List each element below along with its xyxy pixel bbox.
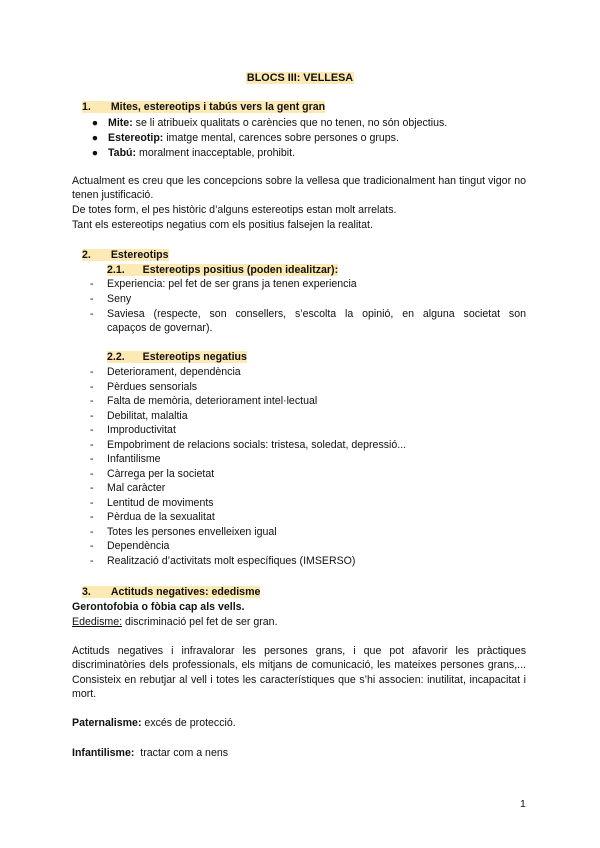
list-item-text: Mal caràcter [107, 482, 166, 494]
section-2-title: Estereotips [110, 249, 169, 261]
list-item-text: Improductivitat [107, 424, 176, 436]
subsection-2-1-number: 2.1. [107, 264, 143, 276]
gerontofobia-line: Gerontofobia o fòbia cap als vells. [72, 601, 245, 613]
mite-term: Mite: [108, 117, 133, 129]
dash-marker: - [90, 424, 94, 436]
dash-marker: - [90, 380, 94, 393]
list-item-text: Falta de memòria, deteriorament intel·lectual [107, 395, 318, 407]
section-2-number: 2. [82, 249, 111, 261]
paragraph: De totes form, el pes històric d’alguns estereotips estan molt arrelats. [72, 204, 397, 216]
dash-marker: - [90, 540, 94, 552]
subsection-2-1-heading [107, 263, 338, 277]
bullet-icon: ● [91, 147, 99, 159]
section-3-number: 3. [82, 586, 111, 598]
list-item-text: Dependència [107, 540, 170, 552]
list-item-text: Realització d’activitats molt específiques (IMSERSO) [107, 554, 356, 567]
estereotip-term: Estereotip: [108, 132, 164, 144]
section-3-title: Actituds negatives: ededisme [110, 586, 261, 598]
subsection-2-2-number: 2.2. [107, 351, 143, 363]
section-1-title: Mites, estereotips i tabús vers la gent gran [110, 101, 326, 113]
dash-marker: - [90, 409, 94, 422]
infantilisme-definition: Infantilisme: tractar com a nens [72, 747, 229, 759]
document-title: BLOCS III: VELLESA [246, 72, 354, 84]
paragraph: Actituds negatives i infravalorar les persones grans, i que pot afavorir les pràctiques discriminatòries dels professionals, els mitjans de comunicació, les mateixes persones grans,... Consisteix en rebutjar al vell i totes les característiques que s’hi associen: inutilitat, incapacitat i mort. [72, 645, 526, 701]
dash-marker: - [90, 511, 94, 523]
list-item-text: Empobriment de relacions socials: tristesa, soledat, depressió... [107, 438, 407, 451]
tabu-term: Tabú: [108, 147, 137, 159]
bullet-icon: ● [91, 117, 99, 129]
dash-marker: - [90, 395, 94, 407]
document-page: BLOCS III: VELLESA 1. Mites, estereotips i tabús vers la gent gran ● Mite: se li atribueix qualitats o carències que no tenen, no són objectius. ● Estereotip: imatge mental, carences sobre persones o grups. ● Tabú: moralment inacceptable, prohibit. Actualment es creu que les concepcions sobre la vellesa que tradicionalment han tingut vigor no tenen justificació. De totes form, el pes històric d’alguns estereotips estan molt arrelats. Tant els estereotips negatius com els positius falsejen la realitat. 2. Estereotips 2.1. Estereotips positius (poden idealitzar): - Experiencia: pel fet de ser grans ja tenen experiencia - Seny - Saviesa (respecte, son consellers, s’escolta la opinió, en alguna societat son capaços de governar). 2.2. Estereotips negatius - Deteriorament, dependència - Pèrdues sensorials - Falta de memòria, deteriorament intel·lectual - Debilitat, malaltia - Improductivitat - Empobriment de relacions socials: tristesa, soledat, depressió... - Infantilisme - Càrrega per la societat - Mal caràcter - Lentitud de moviments - Pèrdua de la sexualitat - Totes les persones envelleixen igual - Dependència - Realització d’activitats molt específiques (IMSERSO) 3. Actituds negatives: ededisme Gerontofobia o fòbia cap als vells. Ededisme: discriminació pel fet de ser gran. Actituds negatives i infravalorar les persones grans, i que pot afavorir les pràctiques discriminatòries dels professionals, els mitjans de comunicació, les mateixes persones grans,... Consisteix en rebutjar al vell i totes les característiques que s’hi associen: inutilitat, incapacitat i mort. Paternalisme: excés de protecció. Infantilisme: tractar com a nens 1 [0, 0, 600, 848]
subsection-2-1-title: Estereotips positius (poden idealitzar): [142, 264, 339, 276]
dash-marker: - [90, 525, 94, 538]
bullet-icon: ● [91, 132, 99, 144]
page-number: 1 [520, 798, 526, 810]
dash-marker: - [90, 467, 94, 480]
list-item-text: Càrrega per la societat [107, 467, 215, 480]
ededisme-term: Ededisme: [72, 616, 123, 628]
dash-marker: - [90, 482, 94, 494]
list-item-text: Deteriorament, dependència [107, 366, 241, 378]
paragraph: Tant els estereotips negatius com els positius falsejen la realitat. [72, 219, 373, 231]
list-item-text: Infantilisme [107, 453, 161, 465]
list-item-text: Debilitat, malaltia [107, 409, 188, 422]
list-item-text: Pèrdua de la sexualitat [107, 511, 215, 523]
paternalisme-term: Paternalisme: [72, 717, 142, 729]
paragraph: Actualment es creu que les concepcions sobre la vellesa que tradicionalment han tingut vigor no tenen justificació. [72, 175, 526, 202]
subsection-2-2-title: Estereotips negatius [142, 351, 247, 363]
dash-marker: - [90, 438, 94, 451]
list-item-text: Totes les persones envelleixen igual [107, 525, 277, 538]
section-1-heading [82, 100, 325, 114]
ededisme-definition: Ededisme: discriminació pel fet de ser gran. [72, 616, 278, 628]
dash-marker: - [90, 453, 94, 465]
dash-marker: - [90, 554, 94, 567]
dash-marker: - [90, 366, 94, 378]
list-item-text: Pèrdues sensorials [107, 380, 198, 393]
paternalisme-definition: Paternalisme: excés de protecció. [72, 717, 236, 729]
section-2-heading [82, 248, 169, 262]
dash-marker: - [90, 496, 94, 509]
section-1-number: 1. [82, 101, 111, 113]
list-item-continuation: capaços de governar). [107, 322, 213, 334]
list-item-text: Lentitud de moviments [107, 496, 214, 509]
subsection-2-2-heading [107, 350, 247, 364]
infantilisme-term: Infantilisme: [72, 747, 135, 759]
section-3-heading [82, 585, 260, 599]
